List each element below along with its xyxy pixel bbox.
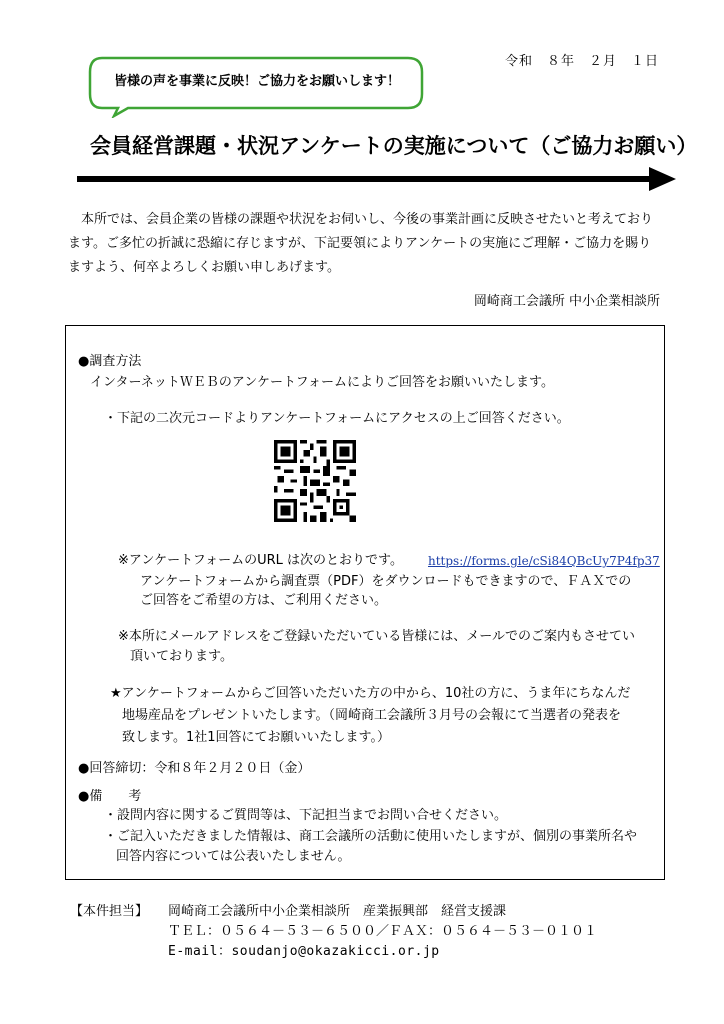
page-title: 会員経営課題・状況アンケートの実施について（ご協力お願い） — [90, 134, 698, 158]
callout-bubble — [88, 56, 422, 104]
survey-url-link[interactable]: https://forms.gle/cSi84QBcUy7P4fp37 — [428, 554, 660, 568]
pdf-note-line1: アンケートフォームから調査票（PDF）をダウンロードもできますので、ＦＡＸでの — [140, 574, 632, 589]
arrow-icon — [77, 166, 677, 192]
gift-note-line3: 致します。1社1回答にてお願いいたします。） — [122, 730, 390, 745]
notes-heading: ●備 考 — [78, 789, 142, 804]
survey-method-text: インターネットＷＥＢのアンケートフォームによりご回答をお願いいたします。 — [90, 375, 554, 390]
mail-note-line2: 頂いております。 — [130, 649, 233, 664]
mail-note-line1: ※本所にメールアドレスをご登録いただいている皆様には、メールでのご案内もさせてい — [118, 629, 635, 644]
contact-email[interactable]: E-mail：soudanjo@okazakicci.or.jp — [168, 944, 440, 959]
url-label: ※アンケートフォームのURL は次のとおりです。 — [118, 553, 403, 568]
date: 令和 ８年 ２月 １日 — [505, 54, 660, 69]
pdf-note-line2: ご回答をご希望の方は、ご利用ください。 — [140, 593, 388, 608]
qr-code-icon[interactable] — [274, 440, 356, 522]
intro-paragraph — [68, 208, 658, 280]
qr-instruction: ・下記の二次元コードよりアンケートフォームにアクセスの上ご回答ください。 — [104, 411, 570, 426]
callout-text: 皆様の声を事業に反映！ご協力をお願いします！ — [113, 74, 400, 89]
deadline: ●回答締切：令和８年２月２０日（金） — [78, 761, 311, 776]
contact-tel-fax: ＴＥＬ：０５６４－５３－６５００／ＦＡＸ：０５６４－５３－０１０１ — [168, 924, 598, 939]
notes-line2: ・ご記入いただきました情報は、商工会議所の活動に使用いたしますが、個別の事業所名や — [104, 829, 638, 844]
survey-heading: ●調査方法 — [78, 354, 142, 369]
contact-label: 【本件担当】 — [70, 904, 149, 919]
organization-name: 岡崎商工会議所 中小企業相談所 — [473, 294, 660, 309]
intro-text: 本所では、会員企業の皆様の課題や状況をお伺いし、今後の事業計画に反映させたいと考えております。ご多忙の折誠に恐縮に存じますが、下記要領によりアンケートの実施にご理解・ご協力を賜りますよう、何卒よろしくお願い申しあげます。 — [68, 212, 654, 275]
notes-line3: 回答内容については公表いたしません。 — [116, 849, 351, 864]
notes-line1: ・設問内容に関するご質問等は、下記担当までお問い合せください。 — [104, 808, 508, 823]
contact-department: 岡崎商工会議所中小企業相談所 産業振興部 経営支援課 — [168, 904, 507, 919]
gift-note-line1: ★アンケートフォームからご回答いただいた方の中から、10社の方に、うま年にちなんだ — [110, 686, 631, 701]
gift-note-line2: 地場産品をプレゼントいたします。（岡崎商工会議所３月号の会報にて当選者の発表を — [122, 708, 621, 723]
